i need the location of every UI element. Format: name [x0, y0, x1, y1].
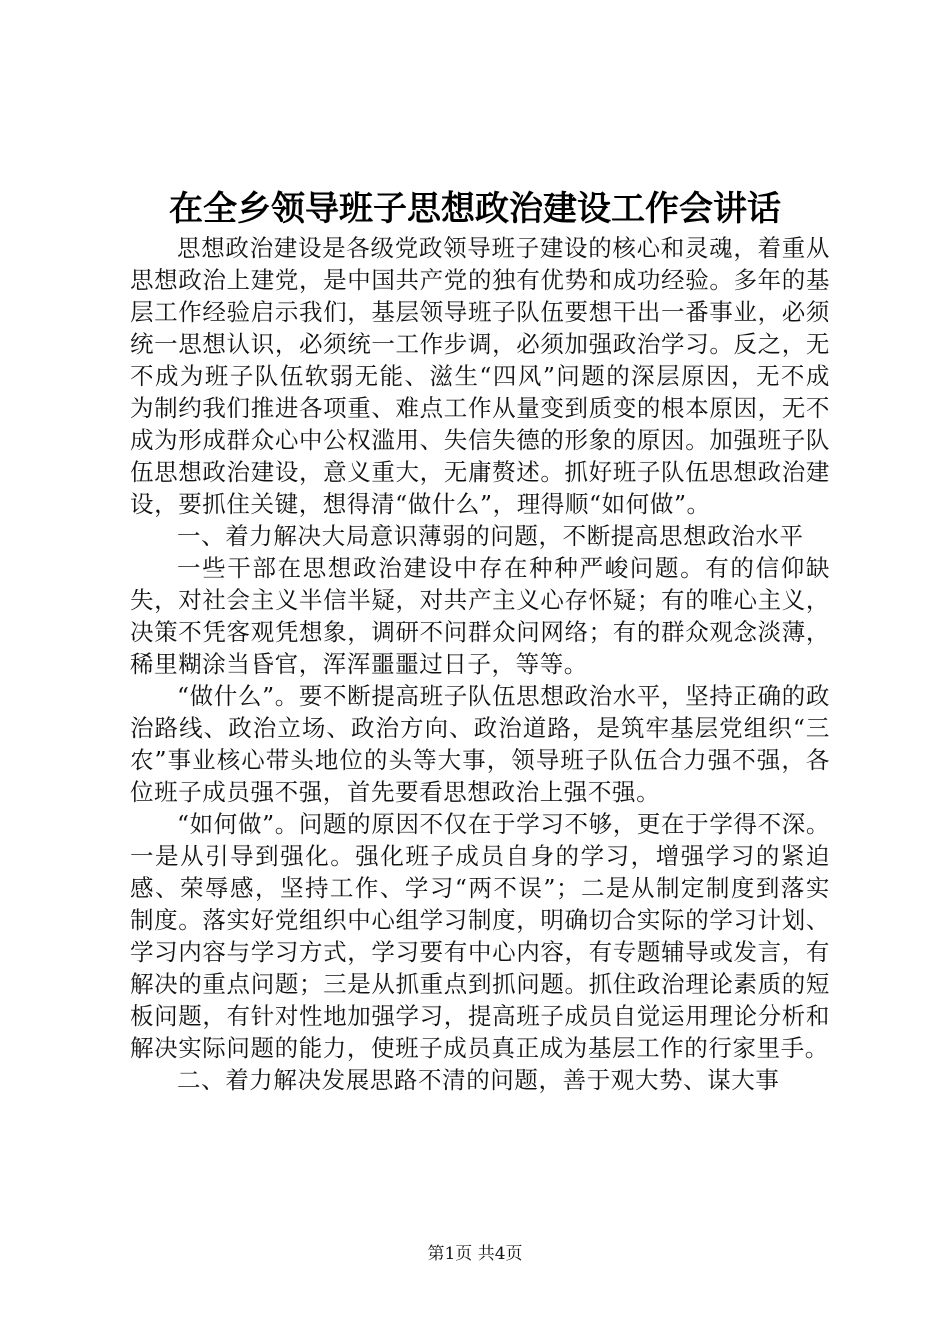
- paragraph-problems: 一些干部在思想政治建设中存在种种严峻问题。有的信仰缺失，对社会主义半信半疑，对共产主义心存怀疑；有的唯心主义，决策不凭客观凭想象，调研不问群众问网络；有的群众观念淡薄，稀里糊涂当昏官，浑浑噩噩过日子，等等。: [130, 554, 830, 678]
- paragraph-what-to-do: “做什么”。要不断提高班子队伍思想政治水平，坚持正确的政治路线、政治立场、政治方向、政治道路，是筑牢基层党组织“三农”事业核心带头地位的头等大事，领导班子队伍合力强不强，各位班子成员强不强，首先要看思想政治上强不强。: [130, 682, 830, 806]
- section-heading-2: 二、着力解决发展思路不清的问题，善于观大势、谋大事: [177, 1066, 780, 1094]
- paragraph-how-to-do: “如何做”。问题的原因不仅在于学习不够，更在于学得不深。一是从引导到强化。强化班子成员自身的学习，增强学习的紧迫感、荣辱感，坚持工作、学习“两不误”；二是从制定制度到落实制度。落实好党组织中心组学习制度，明确切合实际的学习计划、学习内容与学习方式，学习要有中心内容，有专题辅导或发言，有解决的重点问题；三是从抓重点到抓问题。抓住政治理论素质的短板问题，有针对性地加强学习，提高班子成员自觉运用理论分析和解决实际问题的能力，使班子成员真正成为基层工作的行家里手。: [130, 810, 830, 1062]
- section-heading-1: 一、着力解决大局意识薄弱的问题，不断提高思想政治水平: [177, 522, 804, 550]
- document-title: 在全乡领导班子思想政治建设工作会讲话: [169, 189, 781, 229]
- paragraph-intro: 思想政治建设是各级党政领导班子建设的核心和灵魂，着重从思想政治上建党，是中国共产党的独有优势和成功经验。多年的基层工作经验启示我们，基层领导班子队伍要想干出一番事业，必须统一思想认识，必须统一工作步调，必须加强政治学习。反之，无不成为班子队伍软弱无能、滋生“四风”问题的深层原因，无不成为制约我们推进各项重、难点工作从量变到质变的根本原因，无不成为形成群众心中公权滥用、失信失德的形象的原因。加强班子队伍思想政治建设，意义重大，无庸赘述。抓好班子队伍思想政治建设，要抓住关键，想得清“做什么”，理得顺“如何做”。: [130, 234, 830, 518]
- page-number-footer: 第1页 共4页: [427, 1244, 523, 1264]
- document-body: [130, 232, 830, 1096]
